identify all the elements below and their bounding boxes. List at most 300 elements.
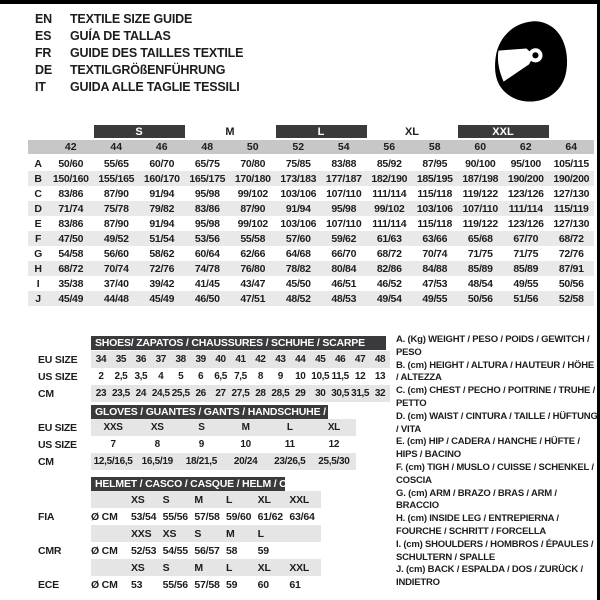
shoes-cell: 40 xyxy=(211,351,231,368)
helmet-size-table xyxy=(38,491,321,593)
measurement-cell: 79/82 xyxy=(149,202,175,215)
measurement-cell: 47/53 xyxy=(422,277,448,290)
size-header-row xyxy=(28,140,594,154)
helmet-cell: 53/54 xyxy=(131,510,157,523)
shoes-cell: 9 xyxy=(277,371,283,382)
top-border xyxy=(0,0,600,4)
measurement-cell: 61/63 xyxy=(376,232,402,245)
measurement-cell: 87/90 xyxy=(103,187,129,200)
shoes-cell: 8 xyxy=(257,371,263,382)
shoes-cell: 43 xyxy=(270,351,290,368)
size-header-cell: 42 xyxy=(64,141,77,153)
measurement-cell: 71/75 xyxy=(467,247,493,260)
helmet-cell: XXL xyxy=(289,559,321,576)
shoes-cell: 32 xyxy=(370,385,390,402)
shoes-row xyxy=(38,385,390,402)
measurement-cell: 78/82 xyxy=(285,262,311,275)
shoes-cell: 24 xyxy=(131,385,151,402)
helmet-cell: Ø CM xyxy=(91,578,118,591)
helmet-cell: 57/58 xyxy=(194,578,220,591)
measurement-cell: 119/122 xyxy=(462,217,498,230)
gloves-row xyxy=(38,453,356,470)
measurement-cell: 107/110 xyxy=(326,217,362,230)
size-header-cell: 52 xyxy=(292,141,305,153)
measurement-cell: 99/102 xyxy=(374,202,405,215)
measurement-row xyxy=(28,291,594,306)
helmet-cell xyxy=(38,559,91,576)
measurement-row xyxy=(28,201,594,216)
spacer xyxy=(48,125,94,138)
measurement-cell: 63/66 xyxy=(422,232,448,245)
gloves-cell: XXS xyxy=(91,419,135,436)
helmet-cell xyxy=(38,491,91,508)
measurement-cell: 46/51 xyxy=(331,277,357,290)
measurement-cell: 46/52 xyxy=(376,277,402,290)
shoes-cell: 46 xyxy=(330,351,350,368)
measurement-cell: G xyxy=(34,247,42,260)
measurement-cell: 47/51 xyxy=(240,292,266,305)
helmet-row xyxy=(38,542,321,559)
size-header-cell: 56 xyxy=(383,141,396,153)
measurement-cell: 85/89 xyxy=(513,262,539,275)
size-group-m: M xyxy=(225,125,235,138)
legend-item: I. (cm) SHOULDERS / HOMBROS / ÉPAULES / SCHULTERN / SPALLE xyxy=(396,538,594,563)
measurement-cell: 57/60 xyxy=(285,232,311,245)
measurement-cell: 123/126 xyxy=(507,217,544,230)
measurement-cell: 58/62 xyxy=(149,247,175,260)
helmet-cell xyxy=(91,525,131,542)
gloves-cell: CM xyxy=(38,455,54,468)
shoes-cell: 6,5 xyxy=(214,371,227,382)
helmet-cell: 59 xyxy=(257,544,269,557)
helmet-cell: XS xyxy=(131,559,163,576)
helmet-row xyxy=(38,508,321,525)
shoes-cell: 28,5 xyxy=(270,385,290,402)
language-row xyxy=(35,61,243,78)
measurement-row xyxy=(28,216,594,231)
measurement-cell: 35/38 xyxy=(58,277,84,290)
measurement-cell: 150/160 xyxy=(52,172,89,185)
measurement-cell: 65/75 xyxy=(194,157,220,170)
measurement-cell: E xyxy=(34,217,42,230)
shoes-cell: 45 xyxy=(310,351,330,368)
shoes-cell: 38 xyxy=(171,351,191,368)
language-text: EN xyxy=(35,11,52,26)
language-text: FR xyxy=(35,45,52,60)
helmet-icon xyxy=(486,13,572,108)
measurement-legend xyxy=(396,334,598,590)
size-header-cell: 46 xyxy=(155,141,168,153)
measurement-cell: 56/60 xyxy=(103,247,129,260)
shoes-cell: 2,5 xyxy=(114,371,128,382)
language-row xyxy=(35,27,243,44)
helmet-cell: 56/57 xyxy=(194,544,220,557)
size-header-cell: 44 xyxy=(110,141,123,153)
measurement-cell: 87/91 xyxy=(558,262,584,275)
measurement-cell: 83/88 xyxy=(331,157,357,170)
shoes-table-title: SHOES/ ZAPATOS / CHAUSSURES / SCHUHE / SCARPE xyxy=(91,336,386,350)
helmet-cell xyxy=(289,525,321,542)
gloves-cell: 10 xyxy=(240,439,251,450)
helmet-cell: FIA xyxy=(38,510,55,523)
measurement-cell: 123/126 xyxy=(507,187,544,200)
measurement-cell: 70/80 xyxy=(240,157,266,170)
size-header-cell: 64 xyxy=(565,141,578,153)
shoes-cell: US SIZE xyxy=(38,370,78,383)
measurement-cell: A xyxy=(34,157,42,170)
shoes-cell: 27,5 xyxy=(231,385,251,402)
measurement-cell: 65/68 xyxy=(467,232,493,245)
language-row xyxy=(35,78,243,95)
helmet-cell: 60 xyxy=(257,578,269,591)
measurement-row xyxy=(28,171,594,186)
helmet-cell: XXS xyxy=(131,525,163,542)
helmet-cell: CMR xyxy=(38,544,62,557)
legend-item: E. (cm) HIP / CADERA / HANCHE / HÜFTE / HIPS / BACINO xyxy=(396,436,580,461)
measurement-cell: 75/85 xyxy=(285,157,311,170)
shoes-cell: 27 xyxy=(211,385,231,402)
measurement-cell: 54/58 xyxy=(58,247,84,260)
measurement-cell: J xyxy=(35,292,41,305)
measurement-cell: 84/88 xyxy=(422,262,448,275)
measurement-cell: 83/86 xyxy=(194,202,220,215)
measurement-cell: 82/86 xyxy=(376,262,402,275)
gloves-cell: XL xyxy=(312,419,356,436)
measurement-cell: 115/118 xyxy=(417,217,453,230)
measurement-cell: 173/183 xyxy=(280,172,317,185)
measurement-cell: 59/62 xyxy=(331,232,357,245)
gloves-cell: L xyxy=(268,419,312,436)
spacer xyxy=(549,125,595,138)
shoes-cell: 41 xyxy=(231,351,251,368)
shoes-cell: 42 xyxy=(250,351,270,368)
measurement-cell: 127/130 xyxy=(553,217,590,230)
size-group-xxl: XXL xyxy=(458,125,549,138)
helmet-cell: XXL xyxy=(289,491,321,508)
helmet-cell: M xyxy=(226,525,258,542)
measurement-row xyxy=(28,186,594,201)
language-text: GUIDE DES TAILLES TEXTILE xyxy=(70,45,244,60)
shoes-cell: 37 xyxy=(151,351,171,368)
helmet-cell: 52/53 xyxy=(131,544,157,557)
spacer xyxy=(28,125,48,138)
measurement-row xyxy=(28,231,594,246)
gloves-cell: 16,5/19 xyxy=(135,453,179,470)
shoes-cell: 28 xyxy=(250,385,270,402)
helmet-cell: 58 xyxy=(225,544,238,557)
size-group-header xyxy=(28,125,594,138)
legend-item: J. (cm) BACK / ESPALDA / DOS / ZURÜCK / INDIETRO xyxy=(396,564,583,589)
helmet-cell: 61 xyxy=(289,578,301,591)
gloves-cell: M xyxy=(224,419,268,436)
measurement-cell: 64/68 xyxy=(285,247,311,260)
gloves-row xyxy=(38,419,356,436)
shoes-cell: 36 xyxy=(131,351,151,368)
gloves-cell: 7 xyxy=(110,439,116,450)
measurement-cell: 80/84 xyxy=(331,262,357,275)
measurement-cell: 91/94 xyxy=(285,202,311,215)
shoes-cell: 3,5 xyxy=(134,371,148,382)
size-header-cell: 50 xyxy=(246,141,259,153)
shoes-cell: 26 xyxy=(191,385,211,402)
helmet-cell: 55/56 xyxy=(162,578,188,591)
helmet-row xyxy=(38,576,321,593)
shoes-cell: EU SIZE xyxy=(38,353,78,366)
shoes-cell: 10,5 xyxy=(311,371,330,382)
helmet-cell: S xyxy=(163,559,195,576)
shoes-cell: 7,5 xyxy=(234,371,247,382)
measurement-cell: 66/70 xyxy=(331,247,357,260)
measurement-cell: 47/50 xyxy=(58,232,84,245)
measurement-cell: 119/122 xyxy=(462,187,498,200)
measurement-cell: 49/55 xyxy=(422,292,448,305)
gloves-cell: 12,5/16,5 xyxy=(91,453,135,470)
measurement-cell: 103/106 xyxy=(280,187,317,200)
shoes-row xyxy=(38,351,390,368)
measurement-cell: 95/98 xyxy=(194,217,220,230)
helmet-cell: M xyxy=(194,559,226,576)
gloves-cell: 11 xyxy=(284,439,295,450)
language-row xyxy=(35,10,243,27)
measurement-cell: 67/70 xyxy=(513,232,539,245)
size-group-s: S xyxy=(94,125,185,138)
helmet-cell: 57/58 xyxy=(194,510,220,523)
helmet-cell xyxy=(289,542,321,559)
helmet-cell: L xyxy=(226,491,258,508)
measurement-cell: B xyxy=(34,172,42,185)
measurement-cell: C xyxy=(34,187,42,200)
measurement-cell: 177/187 xyxy=(325,172,362,185)
measurement-cell: I xyxy=(36,277,40,290)
shoes-cell: 30,5 xyxy=(330,385,350,402)
gloves-row xyxy=(38,436,356,453)
measurement-cell: D xyxy=(34,202,42,215)
legend-item: D. (cm) WAIST / CINTURA / TAILLE / HÜFTUNG / VITA xyxy=(396,410,598,435)
measurement-cell: 95/98 xyxy=(194,187,220,200)
helmet-cell: 59 xyxy=(225,578,238,591)
legend-item: C. (cm) CHEST / PECHO / POITRINE / TRUHE / PETTO xyxy=(396,385,596,409)
legend-item: B. (cm) HEIGHT / ALTURA / HAUTEUR / HÖHE / ALTEZZA xyxy=(396,359,595,384)
measurement-cell: 76/80 xyxy=(240,262,266,275)
measurement-cell: 160/170 xyxy=(143,172,180,185)
measurement-cell: 83/86 xyxy=(58,187,84,200)
measurement-cell: 91/94 xyxy=(149,217,175,230)
gloves-cell: 25,5/30 xyxy=(312,453,356,470)
language-text: DE xyxy=(35,62,52,77)
gloves-cell: XS xyxy=(135,419,179,436)
measurement-cell: 74/78 xyxy=(194,262,220,275)
shoes-cell: 31,5 xyxy=(350,385,370,402)
shoes-cell: 24,5 xyxy=(151,385,171,402)
gloves-table-title: GLOVES / GUANTES / GANTS / HANDSCHUHE / GUANTI xyxy=(91,405,328,419)
shoes-cell: 11,5 xyxy=(331,371,349,382)
measurement-cell: 70/74 xyxy=(422,247,448,260)
numeric-size-header xyxy=(28,140,594,154)
measurement-row xyxy=(28,276,594,291)
shoes-cell: 10 xyxy=(295,371,306,382)
helmet-cell: ECE xyxy=(38,578,59,591)
measurement-cell: 45/49 xyxy=(58,292,84,305)
shoes-cell: 34 xyxy=(91,351,111,368)
measurement-cell: 87/90 xyxy=(240,202,266,215)
measurement-cell: 170/180 xyxy=(234,172,271,185)
measurement-cell: 103/106 xyxy=(416,202,453,215)
measurement-cell: 62/66 xyxy=(240,247,266,260)
measurement-cell: 44/48 xyxy=(103,292,129,305)
measurement-cell: 49/52 xyxy=(103,232,129,245)
measurement-cell: 85/89 xyxy=(467,262,493,275)
language-row xyxy=(35,44,243,61)
shoes-cell: 39 xyxy=(191,351,211,368)
helmet-row xyxy=(38,491,321,508)
gloves-cell: 8 xyxy=(154,439,160,450)
measurement-cell: 72/76 xyxy=(149,262,175,275)
size-header-cell xyxy=(28,140,48,154)
helmet-table-title: HELMET / CASCO / CASQUE / HELM / CASCO xyxy=(91,477,285,491)
shoes-cell: 23,5 xyxy=(111,385,131,402)
gloves-cell: S xyxy=(179,419,223,436)
helmet-row xyxy=(38,559,321,576)
shoes-cell: 25,5 xyxy=(171,385,191,402)
helmet-cell xyxy=(91,559,131,576)
measurement-cell: 71/75 xyxy=(513,247,539,260)
measurement-cell: 71/74 xyxy=(58,202,84,215)
helmet-cell xyxy=(91,491,131,508)
gloves-size-table xyxy=(38,419,356,470)
helmet-cell: L xyxy=(258,525,290,542)
measurement-cell: 51/54 xyxy=(149,232,175,245)
measurement-cell: 60/64 xyxy=(194,247,220,260)
measurement-cell: 68/72 xyxy=(58,262,84,275)
gloves-cell: EU SIZE xyxy=(38,421,77,434)
measurement-cell: 187/198 xyxy=(462,172,499,185)
language-text: TEXTILE SIZE GUIDE xyxy=(70,11,193,26)
measurement-cell: H xyxy=(34,262,42,275)
measurement-cell: 99/102 xyxy=(237,187,268,200)
measurement-cell: 60/70 xyxy=(149,157,175,170)
measurement-row xyxy=(28,246,594,261)
language-text: TEXTILGRÖßENFÜHRUNG xyxy=(70,62,226,77)
measurement-cell: 111/114 xyxy=(508,202,543,215)
helmet-cell: S xyxy=(163,491,195,508)
measurement-cell: 95/98 xyxy=(331,202,357,215)
shoes-cell: 6 xyxy=(198,371,204,382)
helmet-row xyxy=(38,525,321,542)
gloves-cell: 20/24 xyxy=(224,453,268,470)
measurement-cell: 107/110 xyxy=(326,187,362,200)
measurement-cell: 111/114 xyxy=(372,217,407,230)
measurement-cell: 50/60 xyxy=(58,157,84,170)
measurement-cell: 155/165 xyxy=(98,172,135,185)
measurement-cell: 182/190 xyxy=(371,172,408,185)
shoes-cell: 5 xyxy=(178,371,184,382)
shoes-cell: CM xyxy=(38,387,54,400)
legend-item: A. (Kg) WEIGHT / PESO / POIDS / GEWITCH / PESO xyxy=(396,334,590,358)
shoes-cell: 44 xyxy=(290,351,310,368)
measurement-cell: 87/90 xyxy=(103,217,129,230)
shoes-cell: 30 xyxy=(310,385,330,402)
gloves-cell: 18/21,5 xyxy=(179,453,223,470)
measurement-cell: 185/195 xyxy=(416,172,453,185)
language-text: GUIDA ALLE TAGLIE TESSILI xyxy=(70,79,240,94)
shoes-cell: 12 xyxy=(354,371,366,382)
shoes-cell: 29 xyxy=(290,385,310,402)
measurement-cell: 75/78 xyxy=(103,202,129,215)
measurement-cell: 87/95 xyxy=(422,157,448,170)
shoes-cell: 35 xyxy=(111,351,131,368)
measurement-cell: 48/52 xyxy=(285,292,311,305)
measurement-cell: 115/118 xyxy=(417,187,453,200)
helmet-cell xyxy=(38,525,91,542)
measurement-cell: 46/50 xyxy=(194,292,220,305)
measurement-cell: 115/119 xyxy=(553,202,589,215)
measurement-cell: 41/45 xyxy=(194,277,220,290)
measurement-cell: 50/56 xyxy=(467,292,493,305)
helmet-cell: Ø CM xyxy=(91,510,118,523)
shoes-row xyxy=(38,368,390,385)
measurement-row xyxy=(28,156,594,171)
measurement-cell: 111/114 xyxy=(372,187,407,200)
measurement-cell: F xyxy=(34,232,42,245)
measurement-cell: 105/115 xyxy=(553,157,589,170)
helmet-cell: S xyxy=(194,525,226,542)
shoes-size-table xyxy=(38,351,390,402)
measurement-cell: 48/54 xyxy=(467,277,493,290)
measurement-cell: 45/50 xyxy=(285,277,311,290)
helmet-cell: L xyxy=(226,559,258,576)
measurement-cell: 91/94 xyxy=(149,187,175,200)
size-header-cell: 54 xyxy=(337,141,350,153)
shoes-cell: 4 xyxy=(158,371,164,382)
size-group-l: L xyxy=(276,125,367,138)
shoes-cell: 2 xyxy=(98,371,104,382)
shoes-cell: 23 xyxy=(91,385,111,402)
language-text: IT xyxy=(35,79,46,94)
helmet-cell: Ø CM xyxy=(91,544,118,557)
measurement-cell: 49/55 xyxy=(513,277,539,290)
measurement-cell: 70/74 xyxy=(103,262,129,275)
measurement-cell: 55/65 xyxy=(103,157,129,170)
measurement-cell: 127/130 xyxy=(553,187,590,200)
gloves-cell: 23/26,5 xyxy=(268,453,312,470)
measurement-cell: 190/200 xyxy=(507,172,544,185)
measurement-row xyxy=(28,261,594,276)
measurement-cell: 52/58 xyxy=(558,292,584,305)
helmet-cell: M xyxy=(194,491,226,508)
gloves-cell: US SIZE xyxy=(38,438,77,451)
measurement-cell: 103/106 xyxy=(280,217,317,230)
legend-item: G. (cm) ARM / BRAZO / BRAS / ARM / BRACCIO xyxy=(396,487,557,512)
measurement-cell: 39/42 xyxy=(149,277,175,290)
shoes-cell: 48 xyxy=(370,351,390,368)
measurement-cell: 85/92 xyxy=(376,157,402,170)
measurement-cell: 55/58 xyxy=(240,232,266,245)
measurement-cell: 45/49 xyxy=(149,292,175,305)
textile-size-table xyxy=(28,156,594,306)
gloves-cell: 9 xyxy=(198,439,205,450)
helmet-cell: 53 xyxy=(131,578,143,591)
measurement-cell: 68/72 xyxy=(376,247,402,260)
measurement-cell: 165/175 xyxy=(189,172,226,185)
helmet-cell: XS xyxy=(163,525,195,542)
helmet-cell: 54/55 xyxy=(162,544,188,557)
measurement-cell: 37/40 xyxy=(103,277,129,290)
size-header-cell: 58 xyxy=(428,141,441,153)
size-header-cell: 62 xyxy=(519,141,532,153)
size-header-cell: 48 xyxy=(201,141,214,153)
measurement-cell: 49/54 xyxy=(376,292,402,305)
measurement-cell: 43/47 xyxy=(240,277,266,290)
